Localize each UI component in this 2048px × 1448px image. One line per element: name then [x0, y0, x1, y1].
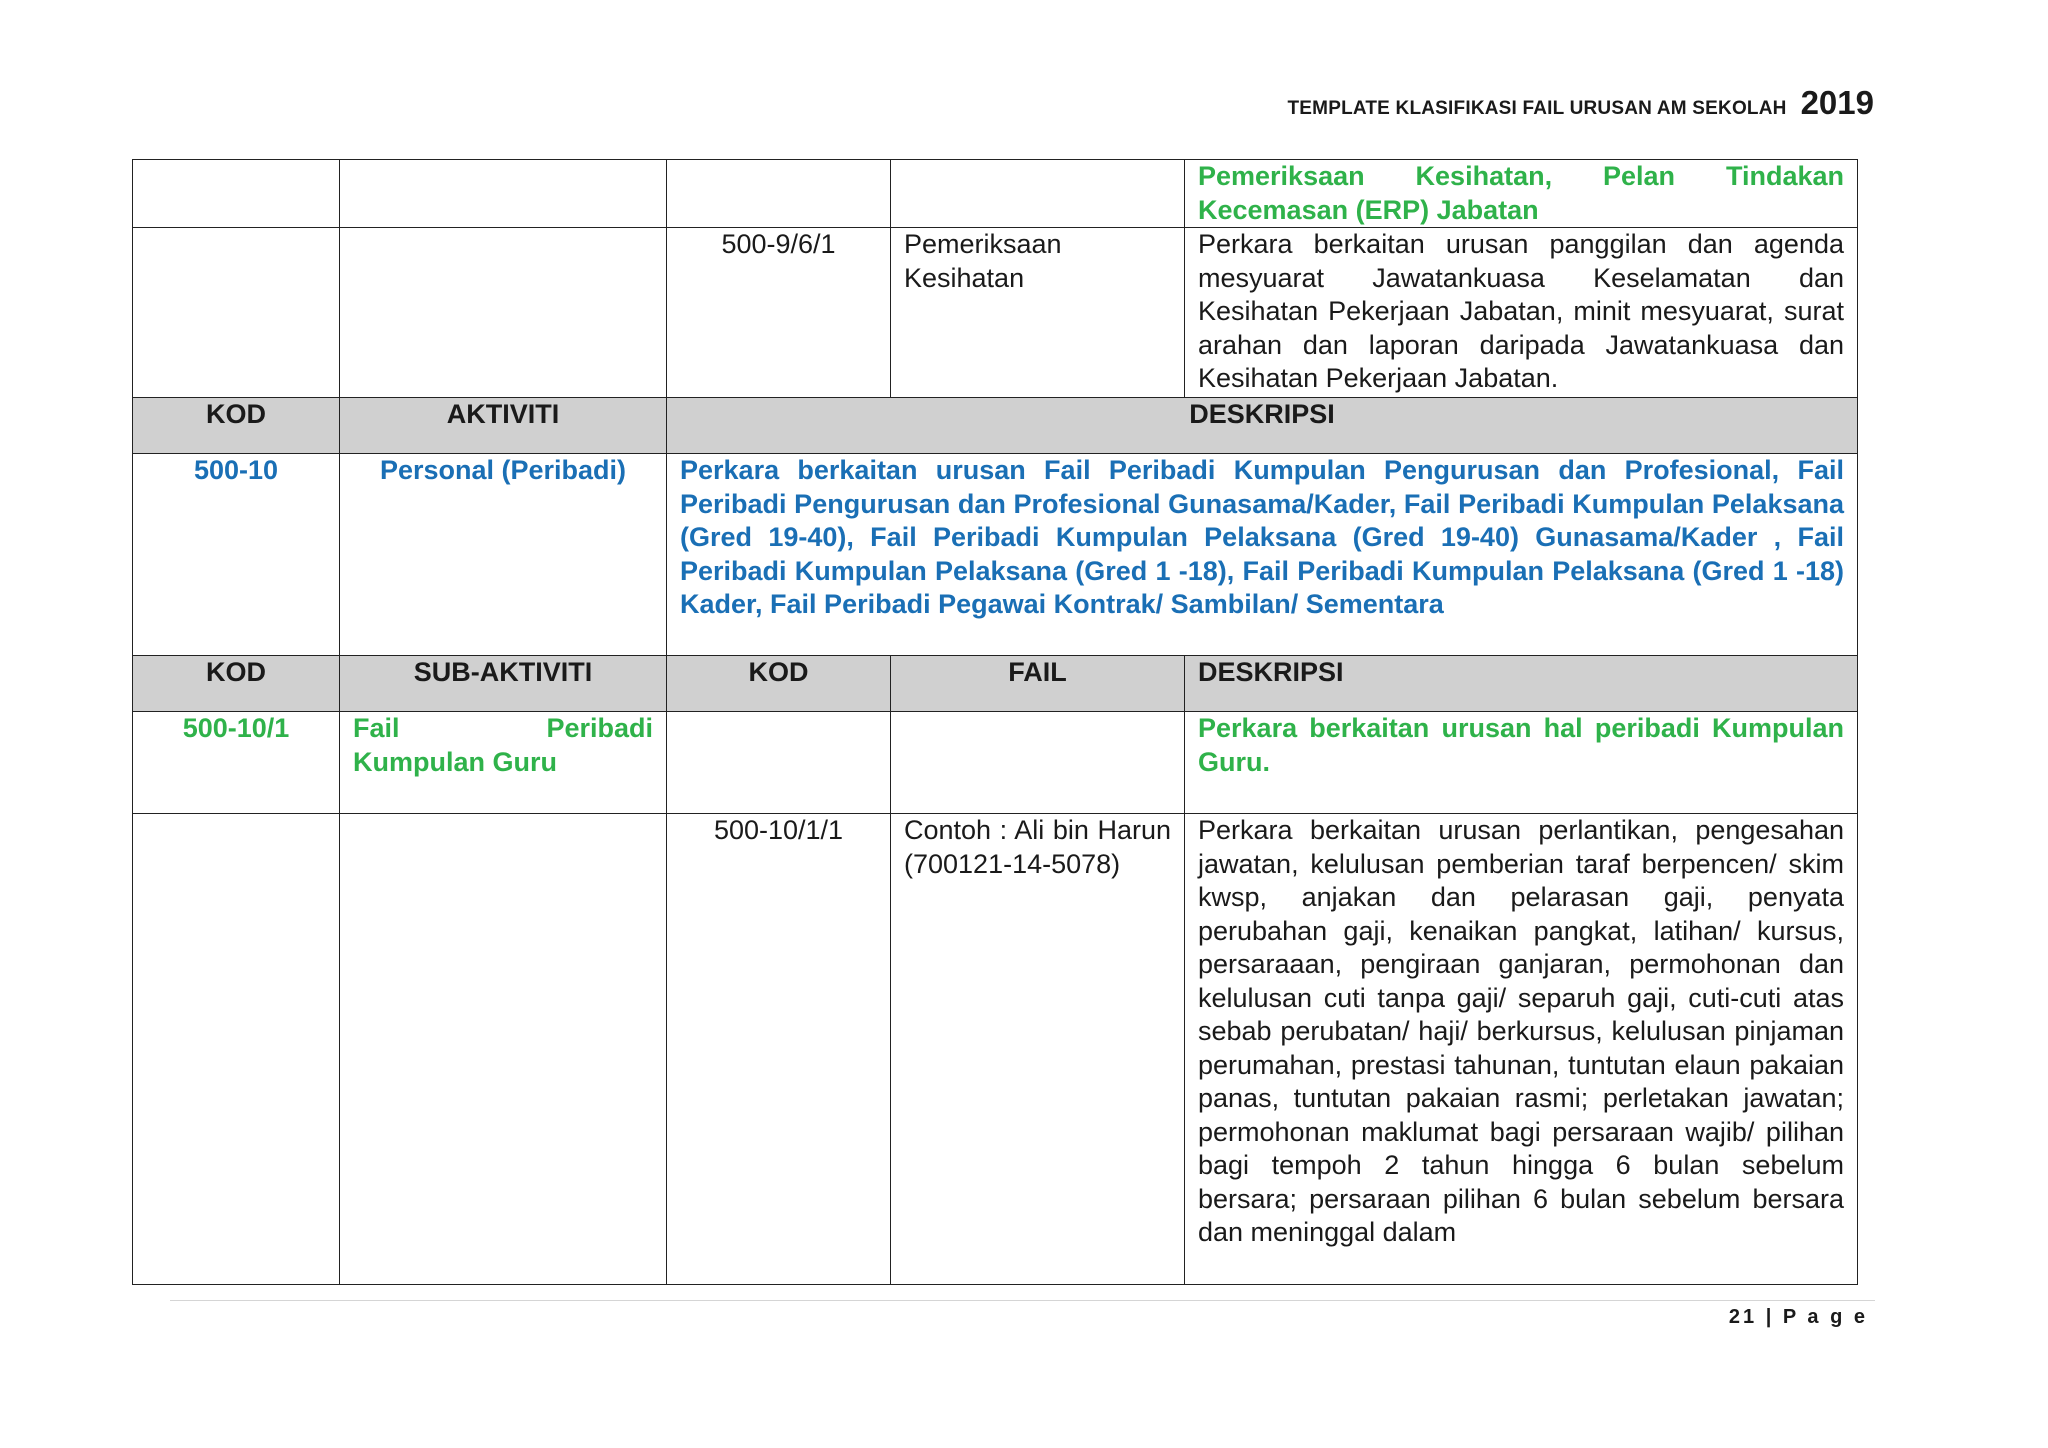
row-description: Perkara berkaitan urusan Fail Peribadi Kumpulan Pengurusan dan Profesional, Fail Peribadi Pengurusan dan Profesional Gunasama/Kader, Fail Peribadi Kumpulan Pelaksana (Gred 19-40), Fail Peribadi Kumpulan Pelaksana (Gred 19-40) Gunasama/Kader , Fail Peribadi Kumpulan Pelaksana (Gred 1 -18), Fail Peribadi Kumpulan Pelaksana (Gred 1 -18) Kader, Fail Peribadi Pegawai Kontrak/ Sambilan/ Sementara: [667, 454, 1858, 656]
table-header-row: [133, 398, 1858, 454]
row-aktiviti: Personal (Peribadi): [340, 454, 667, 656]
classification-table: [132, 159, 1858, 1285]
row-description: Perkara berkaitan urusan hal peribadi Kumpulan Guru.: [1185, 712, 1858, 814]
table-row: [133, 454, 1858, 656]
header-aktiviti: AKTIVITI: [340, 398, 667, 454]
table-row: [133, 160, 1858, 228]
table-header-row: [133, 656, 1858, 712]
header-title: TEMPLATE KLASIFIKASI FAIL URUSAN AM SEKOLAH: [1287, 98, 1787, 119]
header-fail: FAIL: [891, 656, 1185, 712]
header-deskripsi: DESKRIPSI: [667, 398, 1858, 454]
header-kod: KOD: [133, 656, 340, 712]
row-kod: 500-10/1: [133, 712, 340, 814]
table-row: [133, 814, 1858, 1285]
header-kod: KOD: [133, 398, 340, 454]
footer-divider: [170, 1300, 1875, 1301]
header-year: 2019: [1800, 84, 1874, 121]
header-kod-2: KOD: [667, 656, 891, 712]
header-sub-aktiviti: SUB-AKTIVITI: [340, 656, 667, 712]
row-kod: 500-9/6/1: [667, 228, 891, 398]
row-fail: Pemeriksaan Kesihatan: [891, 228, 1185, 398]
row-sub-aktiviti: Fail Peribadi Kumpulan Guru: [340, 712, 667, 814]
row-description: Pemeriksaan Kesihatan, Pelan Tindakan Kecemasan (ERP) Jabatan: [1185, 160, 1858, 228]
row-description: Perkara berkaitan urusan perlantikan, pengesahan jawatan, kelulusan pemberian taraf berpencen/ skim kwsp, anjakan dan pelarasan gaji, penyata perubahan gaji, kenaikan pangkat, latihan/ kursus, persaraaan, pengiraan ganjaran, permohonan dan kelulusan cuti tanpa gaji/ separuh gaji, cuti-cuti atas sebab perubatan/ haji/ berkursus, kelulusan pinjaman perumahan, prestasi tahunan, tuntutan elaun pakaian panas, tuntutan pakaian rasmi; perletakan jawatan; permohonan maklumat bagi persaraan wajib/ pilihan bagi tempoh 2 tahun hingga 6 bulan sebelum bersara; persaraan pilihan 6 bulan sebelum bersara dan meninggal dalam: [1185, 814, 1858, 1285]
table-row: [133, 228, 1858, 398]
table-row: [133, 712, 1858, 814]
header-deskripsi: DESKRIPSI: [1185, 656, 1858, 712]
row-description: Perkara berkaitan urusan panggilan dan agenda mesyuarat Jawatankuasa Keselamatan dan Kesihatan Pekerjaan Jabatan, minit mesyuarat, surat arahan dan laporan daripada Jawatankuasa dan Kesihatan Pekerjaan Jabatan.: [1185, 228, 1858, 398]
page-header: [1287, 84, 1874, 122]
page-number: 21 | P a g e: [1728, 1306, 1868, 1328]
row-kod: 500-10/1/1: [667, 814, 891, 1285]
row-fail: Contoh : Ali bin Harun (700121-14-5078): [891, 814, 1185, 1285]
row-kod: 500-10: [133, 454, 340, 656]
